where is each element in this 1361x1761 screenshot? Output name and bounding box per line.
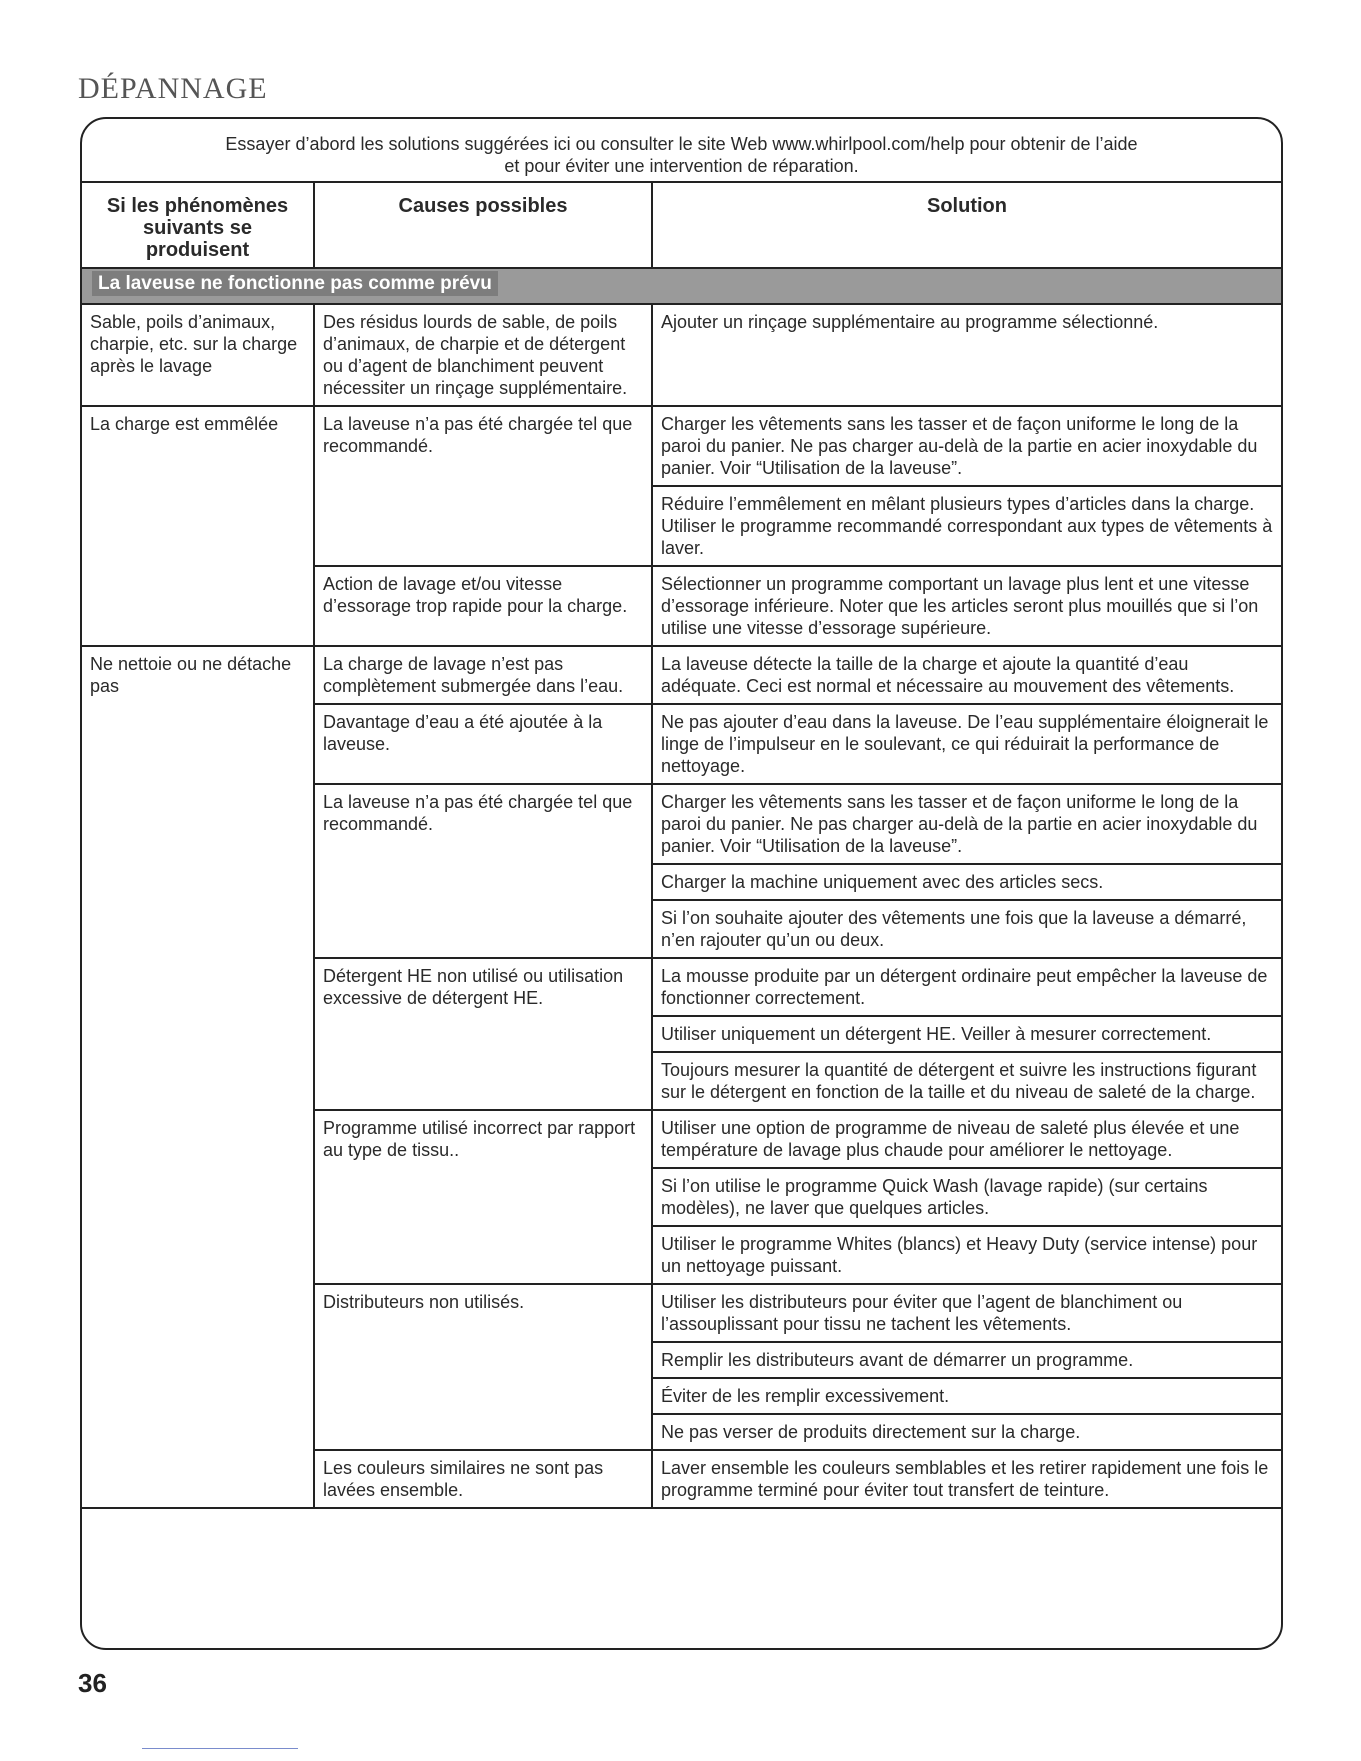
symptom-cell: La charge est emmêlée [82,406,314,646]
solution-cell [652,704,1281,784]
section-title: La laveuse ne fonctionne pas comme prévu [92,271,498,296]
solution-item: Ajouter un rinçage supplémentaire au programme sélectionné. [661,312,1159,332]
solution-item: La mousse produite par un détergent ordinaire peut empêcher la laveuse de fonctionner correctement. [653,959,1281,1017]
solution-cell [652,1450,1281,1508]
cause-cell: Action de lavage et/ou vitesse d’essorage trop rapide pour la charge. [314,566,652,646]
cause-cell: Programme utilisé incorrect par rapport au type de tissu.. [314,1110,652,1284]
solution-cell [652,406,1281,566]
cause-cell: La laveuse n’a pas été chargée tel que recommandé. [314,406,652,566]
header-symptom: Si les phénomènes suivants se produisent [82,183,314,268]
solution-item: Charger les vêtements sans les tasser et de façon uniforme le long de la paroi du panier. Ne pas charger au-delà de la partie en acier inoxydable du panier. Voir “Utilisation de la laveuse”. [653,785,1281,865]
solution-item: Laver ensemble les couleurs semblables et les retirer rapidement une fois le programme terminé pour éviter tout transfert de teinture. [661,1458,1269,1500]
solution-item: Utiliser les distributeurs pour éviter que l’agent de blanchiment ou l’assouplissant pour tissu ne tachent les vêtements. [653,1285,1281,1343]
solution-item: Réduire l’emmêlement en mêlant plusieurs types d’articles dans la charge. Utiliser le programme recommandé correspondant aux types de vêtements à laver. [661,494,1273,558]
solution-cell [652,304,1281,406]
table-row [82,304,1281,406]
cause-cell: Distributeurs non utilisés. [314,1284,652,1450]
solution-item: Ne pas ajouter d’eau dans la laveuse. De l’eau supplémentaire éloignerait le linge de l’impulseur en le soulevant, ce qui réduirait la performance de nettoyage. [661,712,1269,776]
header-causes: Causes possibles [314,183,652,268]
troubleshooting-table [82,183,1281,1509]
page-number: 36 [78,1668,107,1698]
symptom-cell: Ne nettoie ou ne détache pas [82,646,314,1508]
table-row [82,646,1281,704]
cause-cell: La laveuse n’a pas été chargée tel que recommandé. [314,784,652,958]
intro-line-1: Essayer d’abord les solutions suggérées ici ou consulter le site Web www.whirlpool.com/help pour obtenir de l’aide [225,134,1138,154]
troubleshooting-frame [80,117,1283,1650]
cause-cell: Davantage d’eau a été ajoutée à la laveuse. [314,704,652,784]
solution-item: Toujours mesurer la quantité de détergent et suivre les instructions figurant sur le détergent en fonction de la taille et du niveau de saleté de la charge. [661,1060,1257,1102]
solution-cell [652,784,1281,958]
cause-cell: Les couleurs similaires ne sont pas lavées ensemble. [314,1450,652,1508]
solution-cell [652,646,1281,704]
page-title: DÉPANNAGE [78,72,268,105]
solution-cell [652,1110,1281,1284]
solution-item: Éviter de les remplir excessivement. [653,1379,1281,1415]
solution-item: Ne pas verser de produits directement sur la charge. [661,1422,1081,1442]
section-band [82,268,1281,304]
intro-text [82,119,1281,183]
symptom-cell: Sable, poils d’animaux, charpie, etc. sur la charge après le lavage [82,304,314,406]
solution-item: Remplir les distributeurs avant de démarrer un programme. [653,1343,1281,1379]
solution-item: Charger les vêtements sans les tasser et de façon uniforme le long de la paroi du panier. Ne pas charger au-delà de la partie en acier inoxydable du panier. Voir “Utilisation de la laveuse”. [653,407,1281,487]
intro-line-2: et pour éviter une intervention de réparation. [504,156,859,176]
footer-link-underline [142,1748,298,1749]
solution-cell [652,1284,1281,1450]
solution-item: Si l’on utilise le programme Quick Wash (lavage rapide) (sur certains modèles), ne laver que quelques articles. [653,1169,1281,1227]
cause-cell: Détergent HE non utilisé ou utilisation excessive de détergent HE. [314,958,652,1110]
solution-item: Sélectionner un programme comportant un lavage plus lent et une vitesse d’essorage inférieure. Noter que les articles seront plus mouillés que si l’on utilise une vitesse d’essorage supérieure. [661,574,1259,638]
table-header-row [82,183,1281,268]
table-row [82,406,1281,566]
solution-item: La laveuse détecte la taille de la charge et ajoute la quantité d’eau adéquate. Ceci est normal et nécessaire au mouvement des vêtements. [661,654,1235,696]
solution-item: Utiliser uniquement un détergent HE. Veiller à mesurer correctement. [653,1017,1281,1053]
solution-cell [652,566,1281,646]
solution-cell [652,958,1281,1110]
cause-cell: La charge de lavage n’est pas complètement submergée dans l’eau. [314,646,652,704]
solution-item: Utiliser une option de programme de niveau de saleté plus élevée et une température de lavage plus chaude pour améliorer le nettoyage. [653,1111,1281,1169]
solution-item: Utiliser le programme Whites (blancs) et Heavy Duty (service intense) pour un nettoyage puissant. [661,1234,1258,1276]
cause-cell: Des résidus lourds de sable, de poils d’animaux, de charpie et de détergent ou d’agent de blanchiment peuvent nécessiter un rinçage supplémentaire. [314,304,652,406]
header-solution: Solution [652,183,1281,268]
solution-item: Si l’on souhaite ajouter des vêtements une fois que la laveuse a démarré, n’en rajouter qu’un ou deux. [661,908,1247,950]
solution-item: Charger la machine uniquement avec des articles secs. [653,865,1281,901]
